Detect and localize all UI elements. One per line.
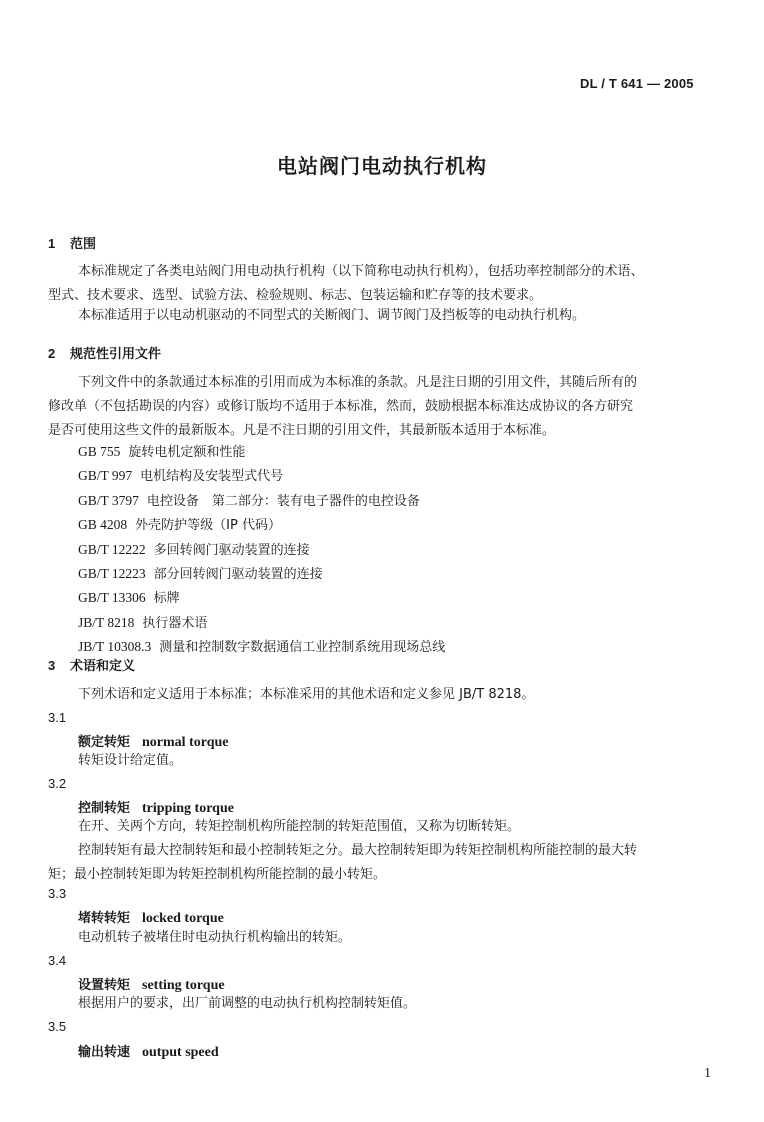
text-line: 矩；最小控制转矩即为转矩控制机构所能控制的最小转矩。 (48, 867, 387, 882)
reference-code: GB/T 12223 (78, 565, 146, 581)
term-zh: 堵转转矩 (78, 911, 131, 926)
section-title: 规范性引用文件 (70, 347, 162, 362)
term-heading (78, 797, 234, 817)
reference-item (78, 441, 445, 465)
reference-code: GB/T 3797 (78, 492, 139, 508)
reference-item (78, 539, 445, 563)
term-heading (78, 731, 228, 751)
subsection-number: 3.2 (48, 776, 67, 791)
text-line: 型式、技术要求、选型、试验方法、检验规则、标志、包装运输和贮存等的技术要求。 (48, 288, 543, 303)
term-definition (78, 926, 351, 950)
term-zh: 额定转矩 (78, 735, 131, 750)
text-line: 电动机转子被堵住时电动执行机构输出的转矩。 (78, 930, 352, 945)
section-2-para (48, 371, 637, 443)
text-line: 本标准规定了各类电站阀门用电动执行机构（以下简称电动执行机构），包括功率控制部分的术语、 (78, 264, 644, 279)
reference-title: 外壳防护等级（IP 代码） (135, 518, 281, 534)
reference-title: 部分回转阀门驱动装置的连接 (153, 566, 323, 582)
reference-title: 标牌 (153, 591, 180, 607)
reference-item (78, 490, 445, 514)
text-line: 本标准适用于以电动机驱动的不同型式的关断阀门、调节阀门及挡板等的电动执行机构。 (78, 308, 586, 323)
term-heading (78, 974, 225, 994)
term-zh: 控制转矩 (78, 801, 131, 816)
reference-code: GB 755 (78, 444, 121, 459)
section-2-heading (48, 343, 161, 362)
reference-item (78, 612, 445, 636)
term-heading (78, 1041, 219, 1061)
text-line: 控制转矩有最大控制转矩和最小控制转矩之分。最大控制转矩即为转矩控制机构所能控制的最大转 (78, 843, 638, 858)
term-definition (78, 992, 416, 1016)
reference-code: GB/T 997 (78, 468, 133, 484)
section-1-para-2 (48, 304, 585, 328)
text-line: 修改单（不包括勘误的内容）或修订版均不适用于本标准，然而，鼓励根据本标准达成协议的各方研究 (48, 399, 634, 414)
section-1-heading (48, 233, 96, 252)
section-3-heading (48, 655, 135, 674)
reference-item (78, 514, 445, 538)
term-zh: 设置转矩 (78, 978, 131, 993)
reference-title: 旋转电机定额和性能 (128, 445, 246, 460)
reference-list (78, 441, 445, 661)
section-number: 2 (48, 346, 56, 361)
reference-item (78, 563, 445, 587)
section-3-intro (48, 683, 534, 707)
reference-code: GB/T 13306 (78, 590, 146, 606)
subsection-number: 3.1 (48, 710, 67, 725)
reference-item (78, 587, 445, 611)
document-title: 电站阀门电动执行机构 (277, 154, 487, 178)
reference-code: GB 4208 (78, 517, 128, 533)
term-definition (78, 749, 182, 773)
reference-title: 多回转阀门驱动装置的连接 (153, 542, 310, 558)
subsection-number: 3.4 (48, 953, 67, 968)
reference-code: JB/T 10308.3 (78, 639, 152, 655)
term-zh: 输出转速 (78, 1045, 131, 1060)
reference-title: 电机结构及安装型式代号 (140, 469, 284, 485)
reference-item (78, 465, 445, 489)
subsection-number: 3.3 (48, 886, 67, 901)
term-heading (78, 907, 224, 927)
text-line: 下列术语和定义适用于本标准；本标准采用的其他术语和定义参见 JB/T 8218。 (78, 687, 535, 702)
term-en: normal torque (142, 735, 229, 750)
term-en: output speed (142, 1045, 219, 1060)
standard-code: DL / T 641 — 2005 (580, 76, 694, 91)
section-number: 1 (48, 236, 56, 251)
reference-code: GB/T 12222 (78, 541, 146, 557)
subsection-number: 3.5 (48, 1019, 67, 1034)
text-line: 转矩设计给定值。 (78, 753, 183, 768)
reference-title: 测量和控制数字数据通信工业控制系统用现场总线 (159, 640, 446, 656)
section-1-para-1 (48, 260, 644, 308)
section-title: 范围 (70, 237, 97, 252)
reference-title: 执行器术语 (142, 615, 208, 631)
reference-code: JB/T 8218 (78, 614, 135, 630)
text-line: 根据用户的要求，出厂前调整的电动执行机构控制转矩值。 (78, 996, 417, 1011)
page-number: 1 (704, 1066, 711, 1081)
section-number: 3 (48, 658, 56, 673)
section-title: 术语和定义 (70, 659, 136, 674)
text-line: 在开、关两个方向，转矩控制机构所能控制的转矩范围值，又称为切断转矩。 (78, 819, 521, 834)
term-en: locked torque (142, 911, 224, 926)
reference-title: 电控设备 第二部分：装有电子器件的电控设备 (146, 493, 420, 509)
text-line: 是否可使用这些文件的最新版本。凡是不注日期的引用文件，其最新版本适用于本标准。 (48, 423, 556, 438)
term-en: tripping torque (142, 801, 234, 816)
term-en: setting torque (142, 978, 225, 993)
term-definition (48, 815, 637, 887)
text-line: 下列文件中的条款通过本标准的引用而成为本标准的条款。凡是注日期的引用文件，其随后所有的 (78, 375, 638, 390)
